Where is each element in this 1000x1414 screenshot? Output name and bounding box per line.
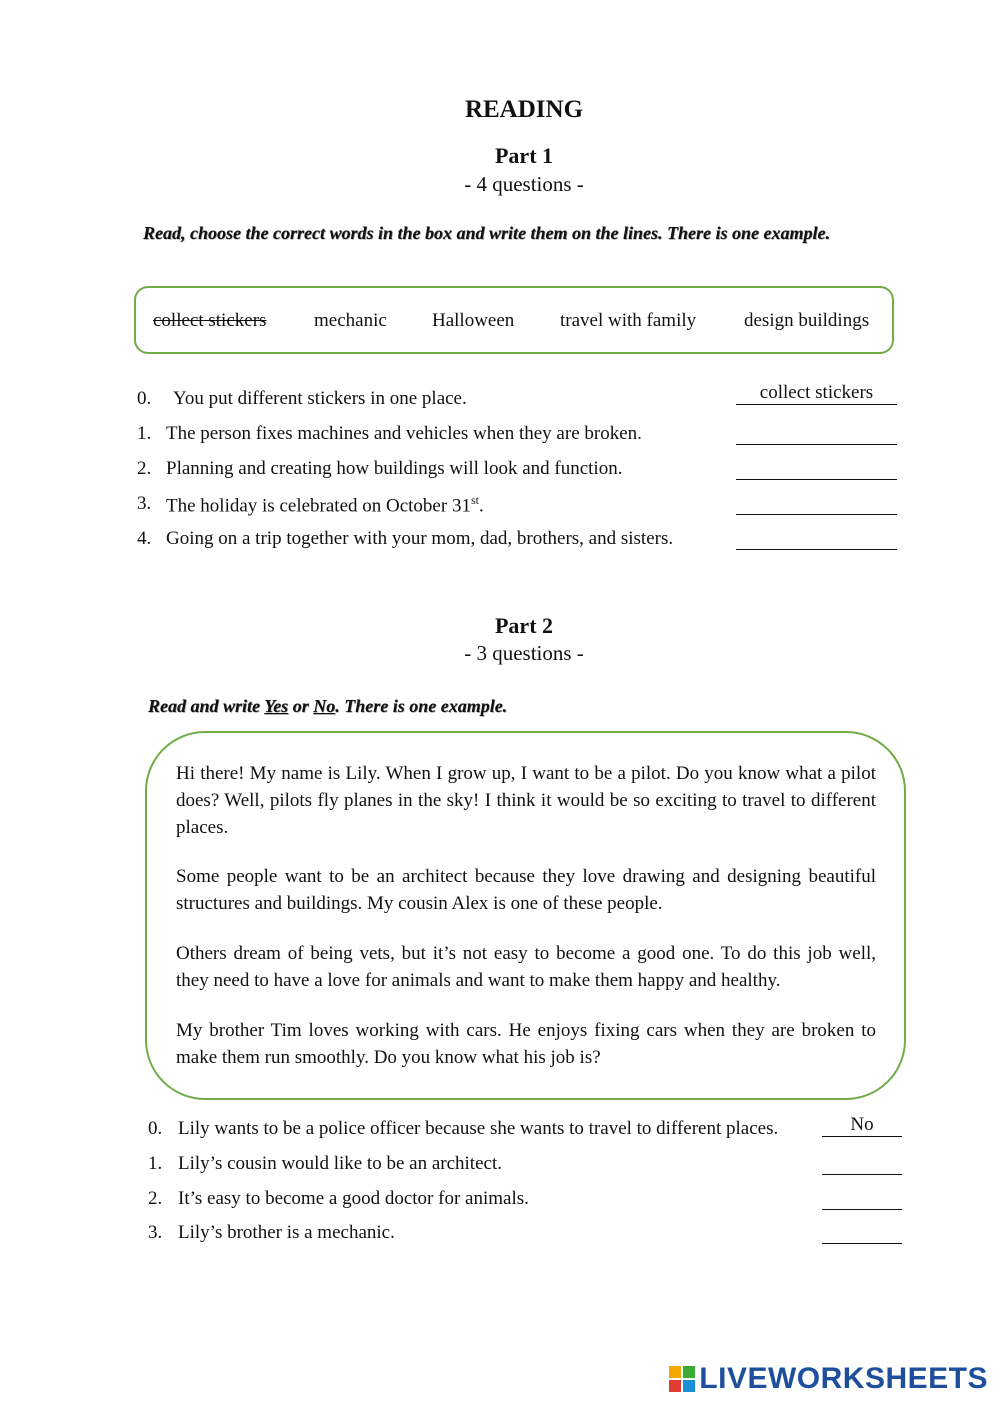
question-text: Lily’s cousin would like to be an architect. (178, 1153, 502, 1174)
question-number: 0. (148, 1118, 163, 1139)
story-paragraph: My brother Tim loves working with cars. He enjoys fixing cars when they are broken to make them run smoothly. Do you know what his job is? (176, 1020, 876, 1068)
word-bank-item: Halloween (432, 310, 515, 331)
word-bank-item: mechanic (314, 310, 387, 331)
question-number: 4. (137, 528, 152, 549)
liveworksheets-logo (669, 1362, 988, 1396)
word-bank-item: design buildings (744, 310, 870, 331)
question-text: It’s easy to become a good doctor for animals. (178, 1188, 529, 1209)
question-text: Lily wants to be a police officer because she wants to travel to different places. (178, 1118, 779, 1139)
part2-title: Part 2 (494, 613, 554, 638)
page-title: READING (464, 96, 584, 123)
part2-instruction: Read and write Yes or No. There is one example. (148, 696, 508, 716)
answer-field[interactable] (822, 1187, 902, 1210)
question-text: The person fixes machines and vehicles when they are broken. (166, 423, 642, 444)
brand-text: LIVEWORKSHEETS (699, 1362, 988, 1395)
question-text: Going on a trip together with your mom, dad, brothers, and sisters. (166, 528, 674, 549)
question-number: 3. (148, 1222, 163, 1243)
logo-blocks-icon (669, 1366, 695, 1392)
question-number: 1. (137, 423, 152, 444)
question-text: Planning and creating how buildings will look and function. (166, 458, 623, 479)
answer-field[interactable] (736, 422, 897, 445)
question-number: 1. (148, 1153, 163, 1174)
question-number: 2. (137, 458, 152, 479)
question-number: 2. (148, 1188, 163, 1209)
part1-instruction: Read, choose the correct words in the box and write them on the lines. There is one example. (143, 223, 831, 243)
word-bank-item: travel with family (560, 310, 697, 331)
question-number: 3. (137, 493, 152, 514)
word-bank-item: collect stickers (153, 310, 267, 331)
answer-field[interactable]: collect stickers (736, 382, 897, 405)
part1-title: Part 1 (494, 143, 554, 168)
answer-field[interactable] (736, 527, 897, 550)
question-number: 0. (137, 388, 152, 409)
question-text: You put different stickers in one place. (173, 388, 467, 409)
story-paragraph: Others dream of being vets, but it’s not easy to become a good one. To do this job well, they need to have a love for animals and want to make them happy and healthy. (176, 943, 876, 991)
story-paragraph: Hi there! My name is Lily. When I grow up, I want to be a pilot. Do you know what a pilot does? Well, pilots fly planes in the sky! I think it would be so exciting to travel to different places. (176, 763, 876, 838)
question-text: Lily’s brother is a mechanic. (178, 1222, 395, 1243)
part1-subtitle: - 4 questions - (464, 172, 584, 196)
story-paragraph: Some people want to be an architect because they love drawing and designing beautiful structures and buildings. My cousin Alex is one of these people. (176, 866, 876, 914)
answer-field[interactable] (822, 1152, 902, 1175)
question-text: The holiday is celebrated on October 31st. (166, 493, 484, 517)
answer-field[interactable] (736, 457, 897, 480)
answer-field[interactable] (822, 1221, 902, 1244)
answer-field[interactable] (736, 492, 897, 515)
answer-field[interactable]: No (822, 1114, 902, 1137)
part2-subtitle: - 3 questions - (464, 641, 584, 665)
